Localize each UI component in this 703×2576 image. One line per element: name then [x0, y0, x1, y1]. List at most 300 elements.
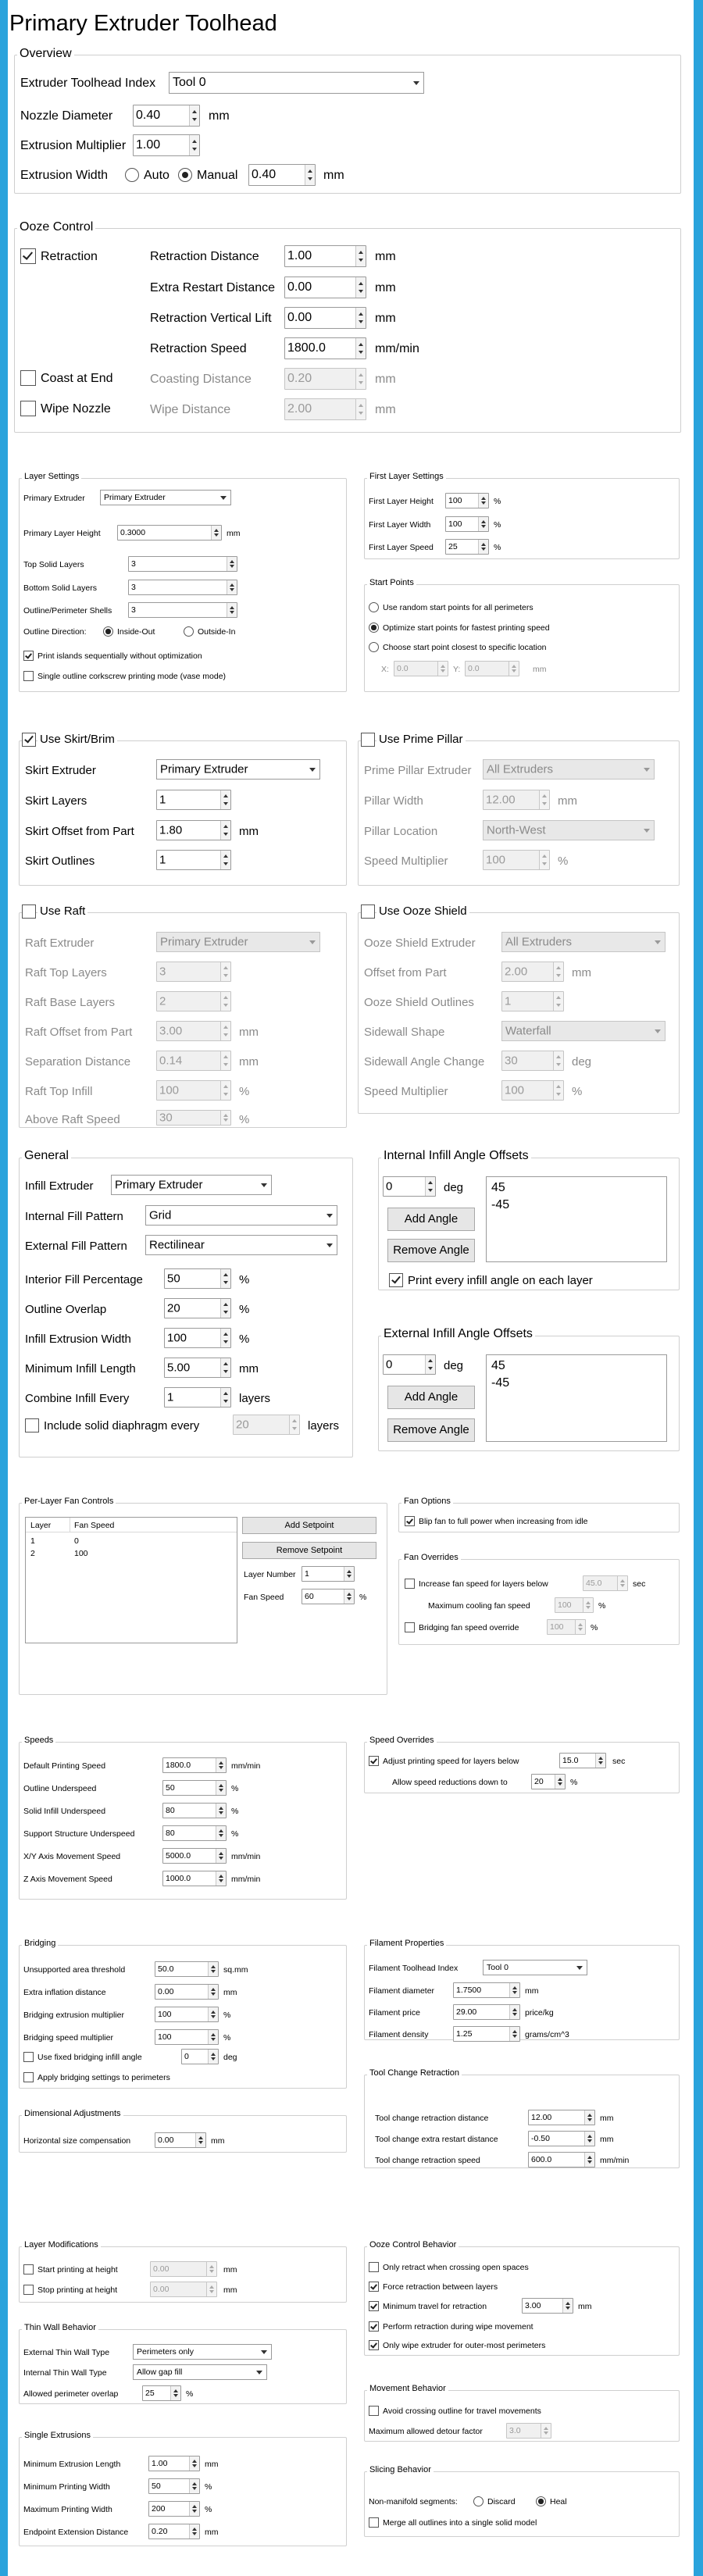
pillar-extruder-select[interactable]: All Extruders: [483, 759, 655, 780]
list-item[interactable]: -45: [491, 1376, 510, 1390]
settings-page: [8, 0, 694, 2576]
fan-speed-spinbox[interactable]: 60: [302, 1589, 355, 1604]
unit-mm: mm: [525, 1986, 539, 1996]
tool-change-speed-label: Tool change retraction speed: [375, 2156, 480, 2165]
extra-restart-spinbox[interactable]: 0.00: [284, 277, 366, 298]
infill-extruder-label: Infill Extruder: [25, 1179, 94, 1193]
unit-percent: %: [239, 1303, 250, 1316]
unit-mm: mm: [375, 281, 396, 294]
remove-internal-angle-button[interactable]: Remove Angle: [387, 1239, 475, 1262]
xy-speed-spinbox[interactable]: 5000.0: [162, 1848, 227, 1864]
stop-height-checkbox[interactable]: [23, 2285, 34, 2295]
outside-in-label: Outside-In: [198, 627, 236, 637]
x-spinbox[interactable]: 0.0: [394, 661, 448, 676]
closest-label: Choose start point closest to specific location: [383, 643, 547, 652]
skirt-layers-label: Skirt Layers: [25, 794, 87, 808]
auto-label: Auto: [144, 169, 170, 182]
filament-density-label: Filament density: [369, 2030, 429, 2039]
islands-label: Print islands sequentially without optimization: [37, 651, 202, 661]
infill-width-spinbox[interactable]: 100: [164, 1328, 231, 1348]
list-item[interactable]: -45: [491, 1198, 510, 1211]
first-layer-height-spinbox[interactable]: 100: [445, 493, 489, 508]
chevron-down-icon: [220, 496, 227, 500]
general-legend: General: [22, 1149, 71, 1163]
fan-speed-label: Fan Speed: [244, 1593, 284, 1602]
diaphragm-spinbox[interactable]: 20: [233, 1415, 300, 1435]
primary-extruder-select[interactable]: Primary Extruder: [100, 490, 231, 505]
chevron-down-icon: [413, 81, 419, 85]
pillar-checkbox[interactable]: [361, 733, 375, 747]
layer-number-spinbox[interactable]: 1: [302, 1566, 355, 1582]
column-header-layer[interactable]: Layer: [30, 1521, 52, 1530]
infill-width-label: Infill Extrusion Width: [25, 1333, 131, 1346]
unit-mm: mm: [239, 1026, 259, 1039]
auto-radio[interactable]: [125, 168, 139, 182]
skirt-outlines-label: Skirt Outlines: [25, 855, 95, 868]
detour-factor-spinbox[interactable]: 3.0: [506, 2423, 551, 2439]
coast-label: Coast at End: [41, 372, 113, 385]
skirt-outlines-spinbox[interactable]: 1: [156, 850, 231, 870]
z-speed-spinbox[interactable]: 1000.0: [162, 1871, 227, 1886]
min-travel-checkbox[interactable]: [369, 2301, 379, 2311]
shield-speed-label: Speed Multiplier: [364, 1085, 448, 1098]
wipe-retraction-label: Perform retraction during wipe movement: [383, 2322, 533, 2332]
shield-angle-label: Sidewall Angle Change: [364, 1055, 485, 1069]
unit-mm-min: mm/min: [231, 1761, 261, 1771]
max-fan-spinbox[interactable]: 100: [555, 1597, 594, 1613]
ext-thin-wall-select[interactable]: Perimeters only: [133, 2344, 272, 2360]
skirt-extruder-select[interactable]: Primary Extruder: [156, 759, 320, 780]
internal-pattern-label: Internal Fill Pattern: [25, 1210, 123, 1223]
support-underspeed-label: Support Structure Underspeed: [23, 1829, 135, 1839]
external-angle-spinbox[interactable]: 0: [383, 1354, 436, 1375]
unit-mm: mm: [558, 794, 577, 808]
support-underspeed-spinbox[interactable]: 80: [162, 1825, 227, 1841]
heal-label: Heal: [550, 2497, 567, 2506]
apply-perimeters-checkbox[interactable]: [23, 2072, 34, 2082]
outline-underspeed-spinbox[interactable]: 50: [162, 1780, 227, 1796]
fixed-angle-spinbox[interactable]: 0: [181, 2049, 219, 2064]
skirt-extruder-label: Skirt Extruder: [25, 764, 96, 777]
combine-infill-spinbox[interactable]: 1: [164, 1387, 231, 1408]
coast-checkbox[interactable]: [20, 370, 36, 386]
vase-checkbox[interactable]: [23, 671, 34, 681]
unit-deg: deg: [223, 2053, 237, 2062]
shield-checkbox[interactable]: [361, 904, 375, 919]
discard-radio[interactable]: [473, 2496, 484, 2506]
vertical-lift-label: Retraction Vertical Lift: [150, 312, 272, 325]
chevron-down-icon: [655, 1029, 661, 1033]
raft-base-spinbox[interactable]: 2: [156, 991, 231, 1011]
unit-percent: %: [239, 1273, 250, 1286]
extra-restart-label: Extra Restart Distance: [150, 281, 276, 294]
default-speed-spinbox[interactable]: 1800.0: [162, 1757, 227, 1773]
chevron-down-icon: [256, 2371, 262, 2374]
unit-percent: %: [205, 2505, 212, 2514]
inside-out-radio[interactable]: [103, 626, 113, 637]
inflation-spinbox[interactable]: 0.00: [155, 1984, 219, 2000]
optimize-radio[interactable]: [369, 623, 379, 633]
width-spinbox[interactable]: 0.40: [248, 164, 316, 186]
min-infill-label: Minimum Infill Length: [25, 1362, 136, 1375]
bridge-speed-label: Bridging speed multiplier: [23, 2033, 113, 2043]
every-angle-checkbox[interactable]: [389, 1273, 403, 1287]
unit-mm: mm: [375, 312, 396, 325]
wipe-checkbox[interactable]: [20, 401, 36, 416]
top-solid-spinbox[interactable]: 3: [128, 556, 237, 572]
max-fan-label: Maximum cooling fan speed: [428, 1601, 530, 1611]
fan-overrides-legend: Fan Overrides: [401, 1553, 461, 1562]
skirt-checkbox[interactable]: [22, 733, 36, 747]
raft-separation-spinbox[interactable]: 0.14: [156, 1051, 231, 1071]
raft-offset-label: Raft Offset from Part: [25, 1026, 133, 1039]
wipe-distance-spinbox[interactable]: 2.00: [284, 398, 366, 420]
unit-deg: deg: [444, 1359, 464, 1372]
first-layer-width-spinbox[interactable]: 100: [445, 516, 489, 532]
internal-angle-spinbox[interactable]: 0: [383, 1176, 436, 1197]
shield-shape-select[interactable]: Waterfall: [501, 1021, 666, 1041]
unit-mm: mm: [375, 250, 396, 263]
raft-separation-label: Separation Distance: [25, 1055, 131, 1069]
chevron-down-icon: [644, 768, 650, 772]
int-thin-wall-label: Internal Thin Wall Type: [23, 2368, 107, 2378]
unit-mm: mm: [600, 2114, 614, 2123]
remove-setpoint-button[interactable]: Remove Setpoint: [242, 1542, 376, 1559]
pillar-location-label: Pillar Location: [364, 825, 438, 838]
wipe-distance-label: Wipe Distance: [150, 403, 231, 416]
tool-change-extra-spinbox[interactable]: -0.50: [528, 2131, 595, 2146]
retraction-distance-spinbox[interactable]: 1.00: [284, 245, 366, 267]
shells-spinbox[interactable]: 3: [128, 602, 237, 618]
retraction-label: Retraction: [41, 250, 98, 263]
internal-angles-legend: Internal Infill Angle Offsets: [381, 1149, 531, 1163]
every-angle-label: Print every infill angle on each layer: [408, 1274, 593, 1287]
unit-mm: mm: [239, 1362, 259, 1375]
external-angle-list[interactable]: [486, 1354, 667, 1442]
max-printing-width-spinbox[interactable]: 200: [148, 2501, 200, 2517]
table-cell-layer[interactable]: 2: [30, 1549, 35, 1558]
unit-mm: mm: [205, 2460, 219, 2469]
allow-reduction-spinbox[interactable]: 20: [531, 1774, 566, 1789]
random-radio[interactable]: [369, 602, 379, 612]
chevron-down-icon: [576, 1966, 583, 1970]
page-title: Primary Extruder Toolhead: [9, 11, 277, 36]
shield-shape-label: Sidewall Shape: [364, 1026, 445, 1039]
chevron-down-icon: [327, 1243, 333, 1247]
endpoint-extension-spinbox[interactable]: 0.20: [148, 2524, 200, 2539]
unit-mm: mm: [223, 2265, 237, 2275]
layer-number-label: Layer Number: [244, 1570, 296, 1579]
force-retraction-checkbox[interactable]: [369, 2282, 379, 2292]
outline-direction-label: Outline Direction:: [23, 627, 87, 637]
tool-change-distance-spinbox[interactable]: 12.00: [528, 2110, 595, 2125]
tool-change-speed-spinbox[interactable]: 600.0: [528, 2152, 595, 2167]
adjust-speed-label: Adjust printing speed for layers below: [383, 1757, 519, 1766]
unit-percent: %: [223, 2033, 231, 2043]
unit-mm: mm: [239, 1055, 259, 1069]
shield-speed-spinbox[interactable]: 100: [501, 1080, 564, 1101]
outline-overlap-label: Outline Overlap: [25, 1303, 107, 1316]
islands-checkbox[interactable]: [23, 651, 34, 661]
start-height-spinbox[interactable]: 0.00: [150, 2261, 217, 2277]
inflation-label: Extra inflation distance: [23, 1988, 106, 1997]
unit-percent: %: [494, 497, 501, 506]
overview-legend: Overview: [17, 47, 74, 61]
unit-percent: %: [205, 2482, 212, 2492]
min-travel-spinbox[interactable]: 3.00: [522, 2298, 573, 2314]
raft-infill-spinbox[interactable]: 100: [156, 1080, 231, 1101]
outside-in-radio[interactable]: [184, 626, 194, 637]
solid-underspeed-label: Solid Infill Underspeed: [23, 1807, 106, 1816]
avoid-crossing-label: Avoid crossing outline for travel movements: [383, 2407, 541, 2416]
slicing-legend: Slicing Behavior: [367, 2465, 434, 2474]
list-item[interactable]: 45: [491, 1359, 505, 1372]
unit-percent: %: [239, 1333, 250, 1346]
chevron-down-icon: [327, 1214, 333, 1218]
non-manifold-label: Non-manifold segments:: [369, 2497, 458, 2506]
internal-pattern-select[interactable]: Grid: [145, 1205, 337, 1226]
unit-mm: mm: [600, 2135, 614, 2144]
start-height-label: Start printing at height: [37, 2265, 118, 2275]
bridge-fan-checkbox[interactable]: [405, 1622, 415, 1632]
fixed-angle-checkbox[interactable]: [23, 2052, 34, 2062]
unit-percent: %: [572, 1085, 583, 1098]
unit-sec: sec: [612, 1757, 626, 1766]
dimensional-legend: Dimensional Adjustments: [22, 2109, 123, 2118]
unit-percent: %: [494, 520, 501, 530]
top-solid-label: Top Solid Layers: [23, 560, 84, 569]
solid-underspeed-spinbox[interactable]: 80: [162, 1803, 227, 1818]
unit-price-kg: price/kg: [525, 2008, 554, 2018]
layer-height-label: Primary Layer Height: [23, 529, 101, 538]
external-angles-legend: External Infill Angle Offsets: [381, 1327, 535, 1341]
multiplier-spinbox[interactable]: 1.00: [133, 134, 200, 156]
merge-outlines-checkbox[interactable]: [369, 2517, 379, 2528]
speeds-legend: Speeds: [22, 1736, 55, 1745]
external-pattern-select[interactable]: Rectilinear: [145, 1235, 337, 1255]
int-thin-wall-select[interactable]: Allow gap fill: [133, 2364, 267, 2380]
shield-extruder-label: Ooze Shield Extruder: [364, 937, 476, 950]
layer-height-spinbox[interactable]: 0.3000: [117, 525, 222, 541]
xy-speed-label: X/Y Axis Movement Speed: [23, 1852, 121, 1861]
increase-fan-label: Increase fan speed for layers below: [419, 1579, 548, 1589]
outer-wipe-label: Only wipe extruder for outer-most perimeters: [383, 2341, 546, 2350]
multiplier-label: Extrusion Multiplier: [20, 139, 127, 152]
outline-underspeed-label: Outline Underspeed: [23, 1784, 97, 1793]
shield-offset-spinbox[interactable]: 2.00: [501, 962, 564, 982]
first-layer-speed-spinbox[interactable]: 25: [445, 539, 489, 555]
min-travel-label: Minimum travel for retraction: [383, 2302, 487, 2311]
closest-radio[interactable]: [369, 642, 379, 652]
ooze-legend: Ooze Control: [17, 220, 95, 234]
stop-height-spinbox[interactable]: 0.00: [150, 2282, 217, 2297]
increase-fan-spinbox[interactable]: 45.0: [583, 1575, 628, 1591]
detour-factor-label: Maximum allowed detour factor: [369, 2427, 483, 2436]
min-extrusion-length-label: Minimum Extrusion Length: [23, 2460, 121, 2469]
fan-options-legend: Fan Options: [401, 1497, 453, 1506]
unit-mm-min: mm/min: [375, 342, 419, 355]
filament-diameter-spinbox[interactable]: 1.7500: [453, 1982, 520, 1998]
perimeter-overlap-spinbox[interactable]: 25: [142, 2385, 181, 2401]
size-comp-spinbox[interactable]: 0.00: [155, 2132, 206, 2148]
remove-external-angle-button[interactable]: Remove Angle: [387, 1418, 475, 1442]
list-item[interactable]: 45: [491, 1181, 505, 1194]
fan-setpoint-table[interactable]: [25, 1517, 237, 1643]
width-label: Extrusion Width: [20, 169, 109, 182]
coasting-distance-label: Coasting Distance: [150, 373, 252, 386]
retraction-speed-spinbox[interactable]: 1800.0: [284, 337, 366, 359]
add-external-angle-button[interactable]: Add Angle: [387, 1386, 475, 1409]
perimeter-overlap-label: Allowed perimeter overlap: [23, 2389, 119, 2399]
fill-percentage-spinbox[interactable]: 50: [164, 1268, 231, 1289]
wipe-label: Wipe Nozzle: [41, 402, 111, 416]
raft-legend: Use Raft: [37, 904, 87, 918]
table-cell-fan-speed[interactable]: 0: [74, 1536, 79, 1546]
min-infill-spinbox[interactable]: 5.00: [164, 1358, 231, 1378]
bridge-extrusion-spinbox[interactable]: 100: [155, 2007, 219, 2022]
bottom-solid-label: Bottom Solid Layers: [23, 583, 97, 593]
table-cell-fan-speed[interactable]: 100: [74, 1549, 88, 1558]
min-printing-width-label: Minimum Printing Width: [23, 2482, 110, 2492]
area-threshold-spinbox[interactable]: 50.0: [155, 1961, 219, 1977]
pillar-width-spinbox[interactable]: 12.00: [483, 790, 550, 810]
nozzle-spinbox[interactable]: 0.40: [133, 105, 200, 127]
infill-extruder-select[interactable]: Primary Extruder: [111, 1175, 272, 1195]
manual-radio[interactable]: [178, 168, 192, 182]
chevron-down-icon: [644, 829, 650, 833]
unit-deg: deg: [572, 1055, 592, 1069]
shield-angle-spinbox[interactable]: 30: [501, 1051, 564, 1071]
diaphragm-checkbox[interactable]: [25, 1418, 39, 1432]
layer-legend: Layer Settings: [22, 472, 81, 481]
raft-extruder-select[interactable]: Primary Extruder: [156, 932, 320, 952]
unit-mm-min: mm/min: [231, 1852, 261, 1861]
outline-overlap-spinbox[interactable]: 20: [164, 1298, 231, 1318]
first-layer-speed-label: First Layer Speed: [369, 543, 434, 552]
table-cell-layer[interactable]: 1: [30, 1536, 35, 1546]
ext-thin-wall-label: External Thin Wall Type: [23, 2348, 110, 2357]
unit-percent: %: [223, 2010, 231, 2020]
adjust-speed-checkbox[interactable]: [369, 1756, 379, 1766]
shield-outlines-spinbox[interactable]: 1: [501, 991, 564, 1011]
y-label: Y:: [453, 665, 461, 674]
single-extrusions-legend: Single Extrusions: [22, 2431, 93, 2440]
wipe-retraction-checkbox[interactable]: [369, 2321, 379, 2332]
start-height-checkbox[interactable]: [23, 2264, 34, 2275]
fan-controls-legend: Per-Layer Fan Controls: [22, 1497, 116, 1506]
optimize-label: Optimize start points for fastest printing speed: [383, 623, 550, 633]
unit-grams-cm3: grams/cm^3: [525, 2030, 569, 2039]
pillar-speed-spinbox[interactable]: 100: [483, 850, 550, 870]
coasting-distance-spinbox[interactable]: 0.20: [284, 368, 366, 390]
bottom-solid-spinbox[interactable]: 3: [128, 580, 237, 595]
bridge-speed-spinbox[interactable]: 100: [155, 2029, 219, 2045]
unit-mm-min: mm/min: [600, 2156, 630, 2165]
skirt-layers-spinbox[interactable]: 1: [156, 790, 231, 810]
pillar-width-label: Pillar Width: [364, 794, 423, 808]
unit-percent: %: [558, 855, 569, 868]
bridge-fan-spinbox[interactable]: 100: [547, 1619, 586, 1635]
filament-diameter-label: Filament diameter: [369, 1986, 435, 1996]
blip-fan-label: Blip fan to full power when increasing from idle: [419, 1517, 588, 1526]
external-pattern-label: External Fill Pattern: [25, 1240, 127, 1253]
raft-extruder-label: Raft Extruder: [25, 937, 95, 950]
movement-legend: Movement Behavior: [367, 2384, 448, 2393]
unit-mm: mm: [211, 2136, 225, 2146]
add-setpoint-button[interactable]: Add Setpoint: [242, 1517, 376, 1534]
add-internal-angle-button[interactable]: Add Angle: [387, 1208, 475, 1231]
filament-density-spinbox[interactable]: 1.25: [453, 2026, 520, 2042]
allow-reduction-label: Allow speed reductions down to: [392, 1778, 508, 1787]
chevron-down-icon: [309, 768, 316, 772]
skirt-offset-spinbox[interactable]: 1.80: [156, 820, 231, 840]
unit-mm: mm: [205, 2528, 219, 2537]
unit-mm: mm: [578, 2302, 592, 2311]
min-printing-width-spinbox[interactable]: 50: [148, 2478, 200, 2494]
retraction-distance-label: Retraction Distance: [150, 250, 259, 263]
filament-price-spinbox[interactable]: 29.00: [453, 2004, 520, 2020]
diaphragm-label: Include solid diaphragm every: [44, 1419, 200, 1432]
shield-extruder-select[interactable]: All Extruders: [501, 932, 666, 952]
raft-top-label: Raft Top Layers: [25, 966, 107, 979]
primary-extruder-label: Primary Extruder: [23, 494, 85, 503]
toolhead-select[interactable]: Tool 0: [169, 72, 424, 94]
internal-angle-list[interactable]: [486, 1176, 667, 1262]
layer-mods-legend: Layer Modifications: [22, 2240, 101, 2250]
unit-mm-min: mm/min: [231, 1875, 261, 1884]
heal-radio[interactable]: [536, 2496, 546, 2506]
raft-top-spinbox[interactable]: 3: [156, 962, 231, 982]
vertical-lift-spinbox[interactable]: 0.00: [284, 307, 366, 329]
raft-above-label: Above Raft Speed: [25, 1113, 120, 1126]
filament-price-label: Filament price: [369, 2008, 420, 2018]
adjust-speed-spinbox[interactable]: 15.0: [559, 1753, 606, 1768]
raft-above-spinbox[interactable]: 30: [156, 1110, 231, 1126]
increase-fan-checkbox[interactable]: [405, 1579, 415, 1589]
column-header-fan-speed[interactable]: Fan Speed: [74, 1521, 115, 1530]
skirt-offset-label: Skirt Offset from Part: [25, 825, 134, 838]
pillar-location-select[interactable]: North-West: [483, 820, 655, 840]
unit-layers: layers: [239, 1392, 271, 1405]
unit-percent: %: [231, 1829, 239, 1839]
unit-percent: %: [598, 1601, 606, 1611]
outer-wipe-checkbox[interactable]: [369, 2340, 379, 2350]
bridge-extrusion-label: Bridging extrusion multiplier: [23, 2010, 124, 2020]
blip-fan-checkbox[interactable]: [405, 1516, 415, 1526]
unit-deg: deg: [444, 1181, 464, 1194]
min-extrusion-length-spinbox[interactable]: 1.00: [148, 2456, 200, 2471]
open-spaces-checkbox[interactable]: [369, 2262, 379, 2272]
raft-offset-spinbox[interactable]: 3.00: [156, 1021, 231, 1041]
retraction-checkbox[interactable]: [20, 248, 36, 264]
pillar-speed-label: Speed Multiplier: [364, 855, 448, 868]
discard-label: Discard: [487, 2497, 516, 2506]
tool-change-legend: Tool Change Retraction: [367, 2068, 462, 2078]
unit-mm: mm: [375, 373, 396, 386]
pillar-legend: Use Prime Pillar: [376, 733, 466, 746]
vase-label: Single outline corkscrew printing mode (vase mode): [37, 672, 227, 681]
first-layer-legend: First Layer Settings: [367, 472, 446, 481]
nozzle-label: Nozzle Diameter: [20, 109, 113, 123]
combine-infill-label: Combine Infill Every: [25, 1392, 130, 1405]
unit-sec: sec: [633, 1579, 646, 1589]
filament-index-select[interactable]: Tool 0: [483, 1960, 587, 1975]
raft-checkbox[interactable]: [22, 904, 36, 919]
tool-change-distance-label: Tool change retraction distance: [375, 2114, 489, 2123]
avoid-crossing-checkbox[interactable]: [369, 2406, 379, 2416]
unit-mm: mm: [533, 665, 547, 674]
y-spinbox[interactable]: 0.0: [465, 661, 519, 676]
